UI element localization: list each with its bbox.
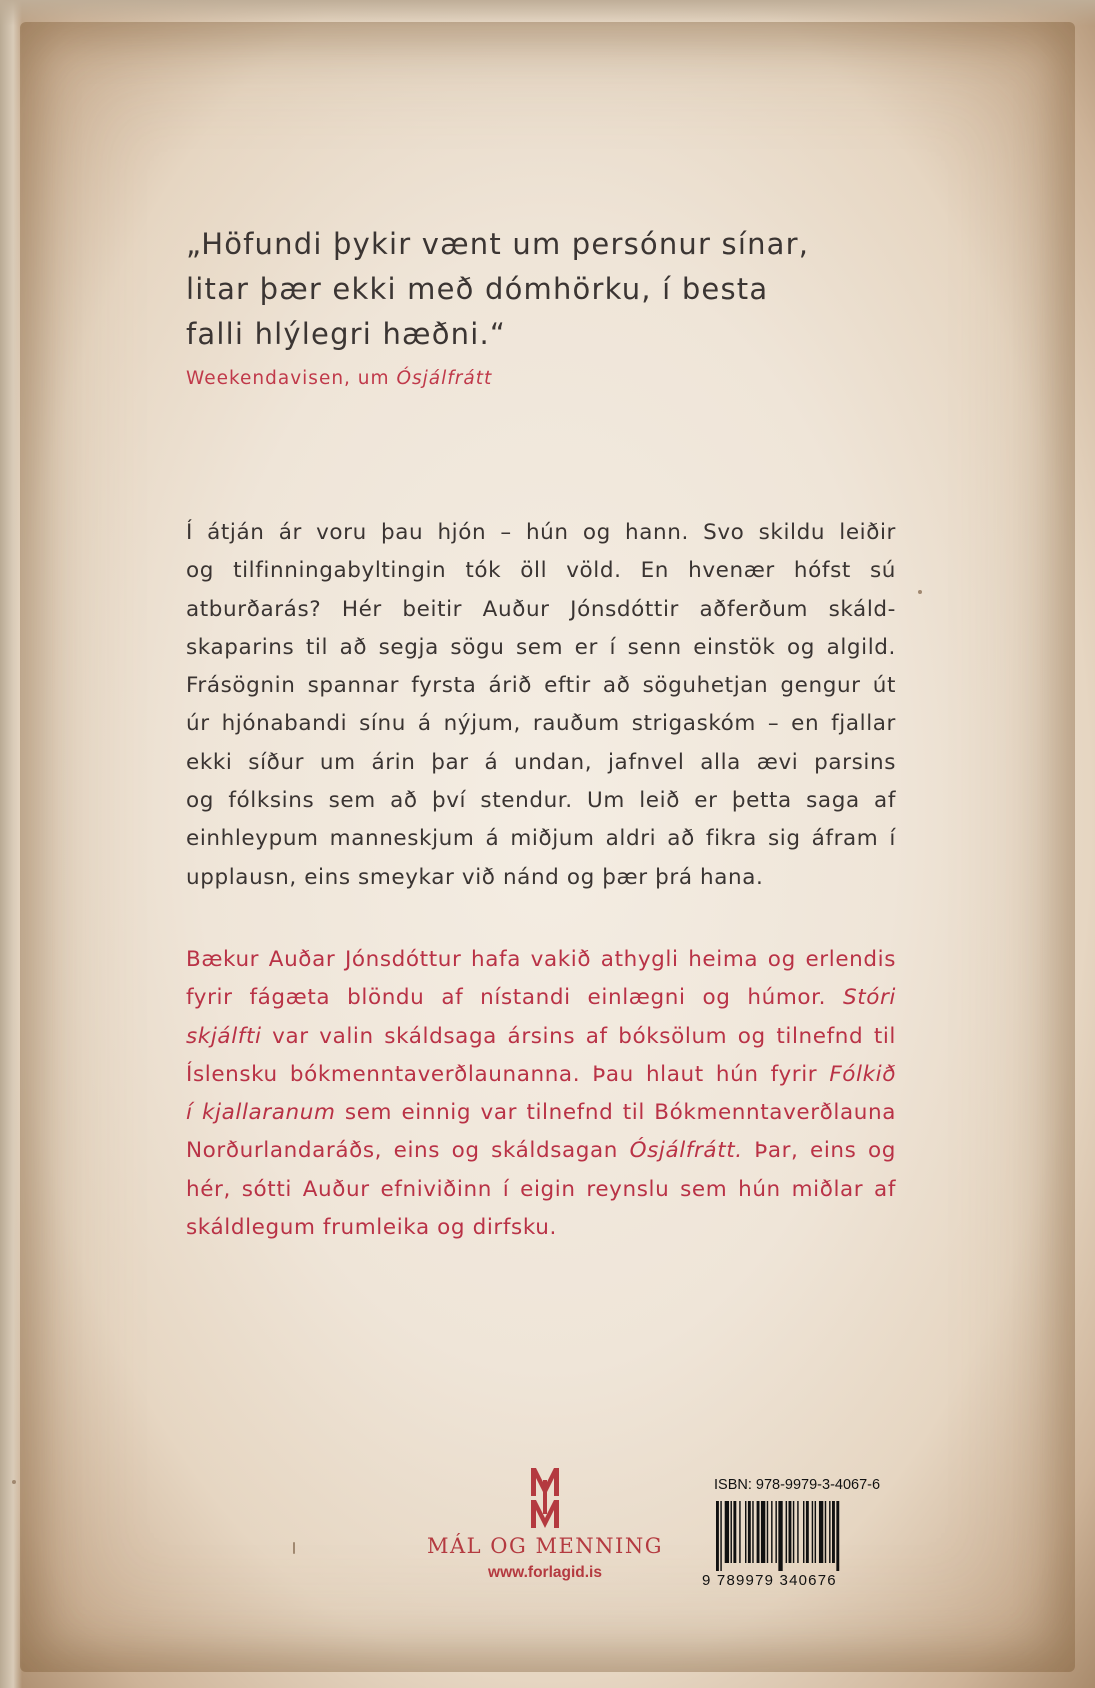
author-info-line <box>186 979 896 1017</box>
barcode-icon <box>714 1501 904 1571</box>
author-info-text: Norðurlandaráðs, eins og skáldsagan <box>186 1138 630 1164</box>
paper-speck <box>12 1480 16 1484</box>
description-line: einhleypum manneskjum á miðjum aldri að fikra sig áfram í <box>186 826 896 852</box>
quote-source-title: Ósjálfrátt <box>396 368 493 389</box>
book-title: Fólkið <box>829 1061 896 1087</box>
book-description <box>186 514 896 897</box>
description-line: atburðarás? Hér beitir Auður Jónsdóttir aðferðum skáld- <box>186 596 896 622</box>
quote-source-prefix: Weekendavisen, um <box>186 368 397 389</box>
paper-speck <box>918 590 922 594</box>
description-line: og tilfinningabyltingin tók öll völd. En hvenær hófst sú <box>186 558 896 584</box>
book-title: Ósjálfrátt. <box>629 1138 743 1164</box>
author-info-text: Þar, eins og <box>742 1138 896 1164</box>
book-title: skjálfti <box>186 1023 262 1049</box>
publisher-name: MÁL OG MENNING <box>427 1534 663 1558</box>
description-line: upplausn, eins smeykar við nánd og þær þrá hana. <box>186 864 764 890</box>
author-info-text: Íslensku bókmenntaverðlaunanna. Þau hlaut hún fyrir <box>186 1061 830 1087</box>
author-info-line <box>186 1018 896 1056</box>
author-info-line <box>186 1094 896 1132</box>
author-info-line: Bækur Auðar Jónsdóttur hafa vakið athygli heima og erlendis <box>186 947 896 972</box>
quote-line: falli hlýlegri hæðni.“ <box>186 317 507 351</box>
paper-speck <box>293 1542 295 1554</box>
barcode-digits: 9 789979 340676 <box>702 1572 837 1589</box>
description-line: Frásögnin spannar fyrsta árið eftir að söguhetjan gengur út <box>186 673 896 699</box>
author-info-line: skáldlegum frumleika og dirfsku. <box>186 1215 557 1241</box>
author-info-text: fyrir fágæta blöndu af nístandi einlægni og húmor. <box>186 985 843 1011</box>
quote-line: litar þær ekki með dómhörku, í besta <box>186 272 769 306</box>
description-line: skaparins til að segja sögu sem er í senn einstök og algild. <box>186 634 896 660</box>
book-title: Stóri <box>842 985 896 1011</box>
author-info-line <box>186 1056 896 1094</box>
description-line: Í átján ár voru þau hjón – hún og hann. Svo skildu leiðir <box>186 520 896 545</box>
spine-edge <box>0 0 22 1688</box>
publisher-block <box>425 1466 665 1582</box>
author-info-text: var valin skáldsaga ársins af bóksölum og tilnefnd til <box>261 1023 896 1049</box>
description-line: og fólksins sem að því stendur. Um leið er þetta saga af <box>186 788 896 814</box>
description-line: úr hjónabandi sínu á nýjum, rauðum strigaskóm – en fjallar <box>186 711 896 737</box>
review-quote <box>186 222 826 357</box>
author-info-line: hér, sótti Auður efniviðinn í eigin reynslu sem hún miðlar af <box>186 1176 896 1202</box>
quote-line: „Höfundi þykir vænt um persónur sínar, <box>186 227 810 261</box>
isbn-label: ISBN: 978-9979-3-4067-6 <box>714 1477 881 1493</box>
isbn-barcode-block <box>702 1477 907 1592</box>
author-info-line <box>186 1132 896 1170</box>
quote-source <box>186 368 492 389</box>
book-title: í kjallaranum <box>186 1100 336 1126</box>
description-line: ekki síður um árin þar á undan, jafnvel alla ævi parsins <box>186 749 896 775</box>
publisher-url: www.forlagid.is <box>488 1564 602 1581</box>
author-info <box>186 941 896 1247</box>
author-info-text: sem einnig var tilnefnd til Bókmenntaverðlauna <box>335 1100 896 1126</box>
publisher-logo-icon <box>525 1466 565 1530</box>
